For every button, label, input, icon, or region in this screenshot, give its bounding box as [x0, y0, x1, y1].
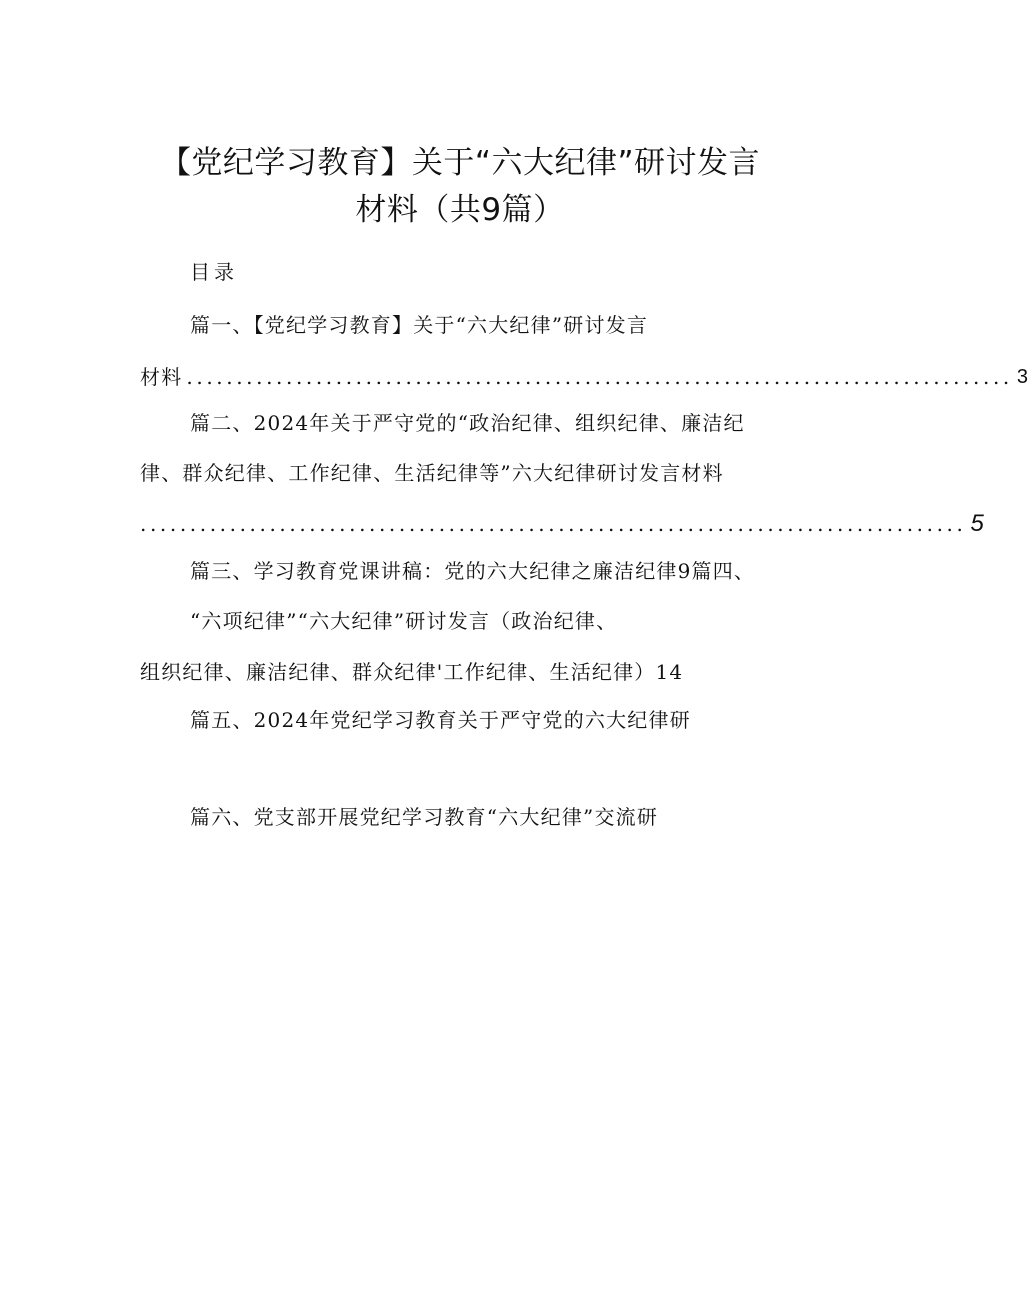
toc-entry-3-line-2[interactable]: “六项纪律”“六大纪律”研讨发言（政治纪律、: [190, 609, 618, 633]
toc-leader-dots: ...................................................................................: [140, 512, 967, 536]
toc-leader-dots: ...................................................................................: [186, 365, 1013, 389]
toc-entry-5-line-1[interactable]: 篇五、2024年党纪学习教育关于严守党的六大纪律研: [190, 708, 691, 732]
toc-heading: 目录: [190, 260, 238, 284]
toc-entry-2-line-3[interactable]: [140, 510, 984, 538]
toc-entry-2-line-1[interactable]: 篇二、2024年关于严守党的“政治纪律、组织纪律、廉洁纪: [190, 411, 745, 435]
document-title-line-2: 材料（共9篇）: [355, 192, 565, 228]
document-title-line-1: 【党纪学习教育】关于“六大纪律”研讨发言: [159, 145, 761, 181]
toc-entry-1-page-number: 3: [1016, 366, 1028, 388]
toc-entry-2-line-2[interactable]: 律、群众纪律、工作纪律、生活纪律等”六大纪律研讨发言材料: [140, 461, 724, 485]
toc-entry-1-text: 材料: [140, 365, 183, 389]
toc-entry-1-line-2[interactable]: [140, 363, 1028, 391]
toc-entry-3-line-3[interactable]: 组织纪律、廉洁纪律、群众纪律'工作纪律、生活纪律）14: [140, 660, 684, 684]
toc-entry-2-page-number: 5: [970, 510, 984, 537]
toc-entry-6-line-1[interactable]: 篇六、党支部开展党纪学习教育“六大纪律”交流研: [190, 805, 659, 829]
toc-entry-3-line-1[interactable]: 篇三、学习教育党课讲稿：党的六大纪律之廉洁纪律9篇四、: [190, 559, 756, 583]
toc-entry-1-line-1[interactable]: 篇一、【党纪学习教育】关于“六大纪律”研讨发言: [190, 313, 649, 337]
